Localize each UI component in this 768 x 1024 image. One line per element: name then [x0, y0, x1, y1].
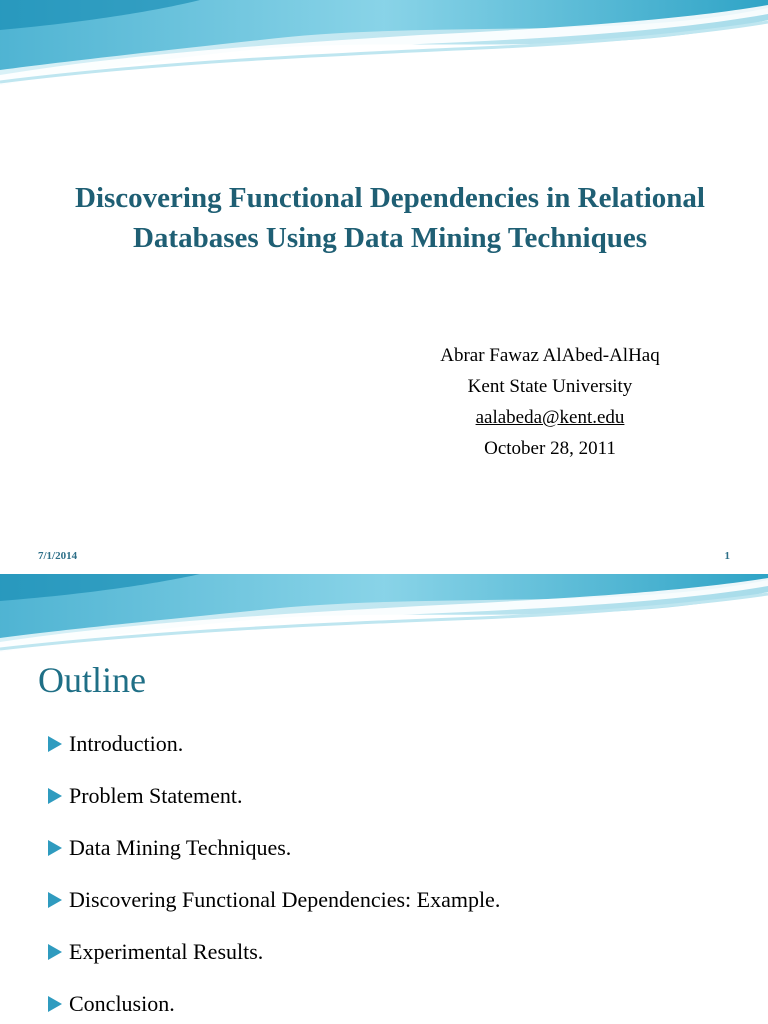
arrow-bullet-icon [48, 996, 62, 1012]
wave-header-graphic [0, 574, 768, 669]
affiliation: Kent State University [467, 376, 633, 397]
outline-list [48, 724, 500, 1024]
footer-date: 7/1/2014 [38, 550, 78, 562]
author-block [380, 340, 720, 464]
arrow-bullet-icon [48, 736, 62, 752]
outline-title: Outline [38, 660, 146, 700]
arrow-bullet-icon [48, 840, 62, 856]
outline-slide [0, 574, 768, 1024]
list-item: Problem Statement. [48, 776, 500, 828]
email-link[interactable]: aalabeda@kent.edu [475, 407, 625, 428]
list-item: Discovering Functional Dependencies: Example. [48, 880, 500, 932]
page-number: 1 [724, 550, 730, 562]
slide-title: Discovering Functional Dependencies in Relational Databases Using Data Mining Techniques [75, 182, 705, 254]
list-item: Introduction. [48, 724, 500, 776]
author-name: Abrar Fawaz AlAbed-AlHaq [440, 345, 660, 366]
list-item: Experimental Results. [48, 932, 500, 984]
list-item: Conclusion. [48, 984, 500, 1024]
presentation-date: October 28, 2011 [484, 438, 616, 459]
arrow-bullet-icon [48, 892, 62, 908]
arrow-bullet-icon [48, 788, 62, 804]
list-item: Data Mining Techniques. [48, 828, 500, 880]
arrow-bullet-icon [48, 944, 62, 960]
wave-header-graphic [0, 0, 768, 110]
